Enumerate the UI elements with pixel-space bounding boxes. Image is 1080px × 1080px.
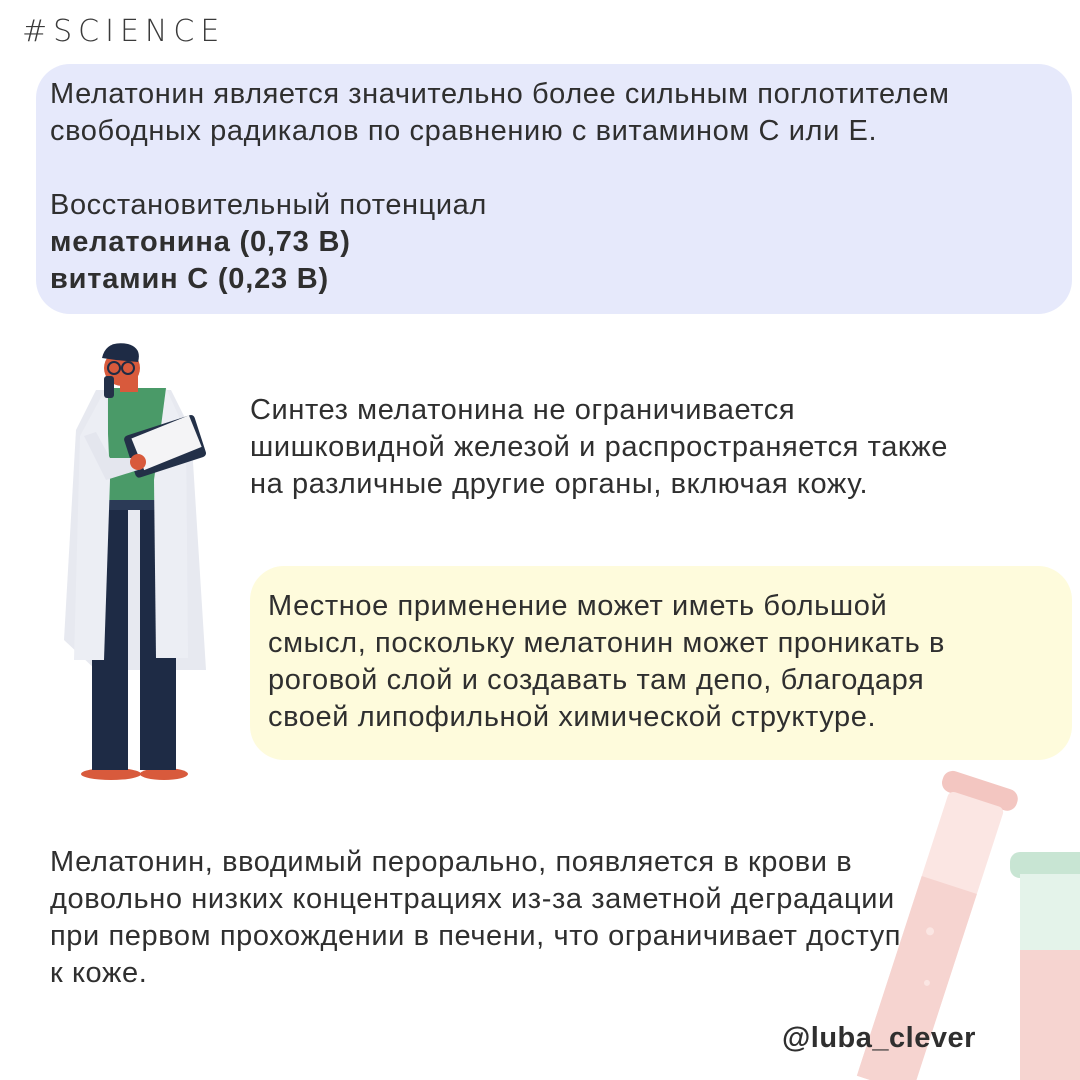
melatonin-antioxidant-box <box>36 64 1072 314</box>
antioxidant-text: Мелатонин является значительно более сильным поглотителем свободных радикалов по сравнению с витамином С или Е. <box>50 78 950 147</box>
hashtag-label: #SCIENCE <box>22 14 226 49</box>
spacer <box>50 150 1058 187</box>
author-handle: @luba_clever <box>782 1022 976 1054</box>
topical-application-box <box>250 566 1072 760</box>
synthesis-text: Синтез мелатонина не ограничивается шишковидной железой и распространяется также на различные другие органы, включая кожу. <box>250 394 948 500</box>
melatonin-potential: мелатонина (0,73 В) <box>50 226 351 258</box>
potential-label: Восстановительный потенциал <box>50 189 487 221</box>
oral-melatonin-text: Мелатонин, вводимый перорально, появляется в крови в довольно низких концентрациях из-за заметной деградации при первом прохождении в печени, что ограничивает доступ к коже. <box>50 846 902 989</box>
scientist-illustration-icon <box>56 340 246 780</box>
topical-application-text: Местное применение может иметь большой смысл, поскольку мелатонин может проникать в роговой слой и создавать там депо, благодаря своей липофильной химической структуре. <box>268 590 946 733</box>
vitamin-c-potential: витамин С (0,23 В) <box>50 263 329 295</box>
